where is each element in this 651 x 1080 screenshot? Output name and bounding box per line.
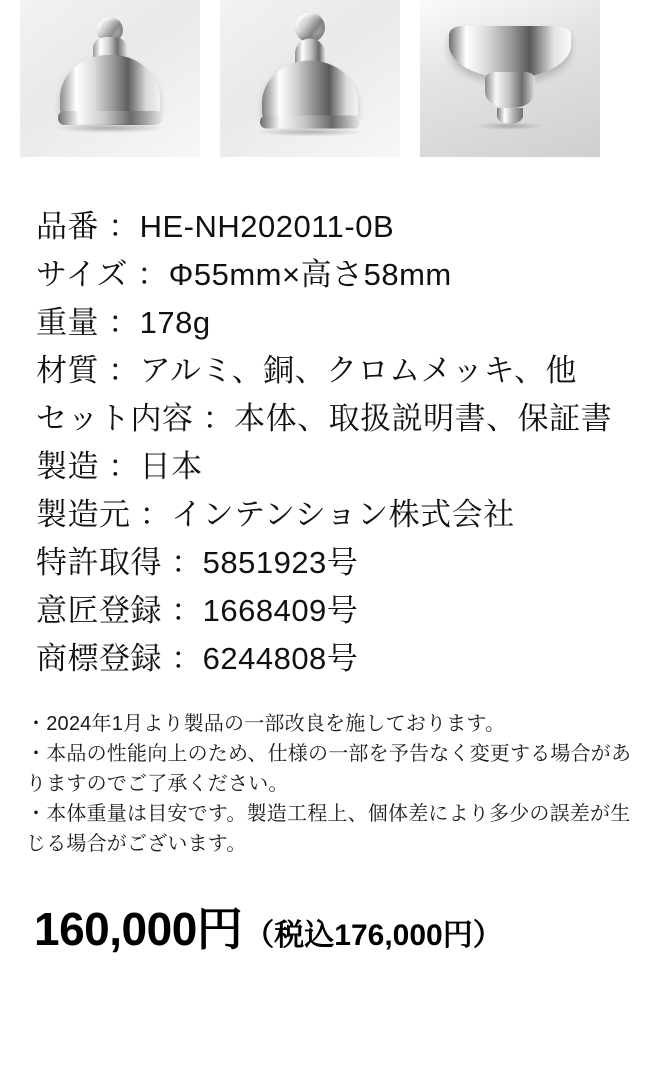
spec-item-patent: 特許取得 ：5851923号 <box>36 545 359 581</box>
spec-item-design-registration: 意匠登録 ：1668409号 <box>36 593 359 629</box>
product-image-2[interactable] <box>220 0 400 157</box>
spec-item-model: 品番 ：HE-NH202011-0B <box>36 209 395 244</box>
note-item-spec-change: ・本品の性能向上のため、仕様の一部を予告なく変更する場合がありますのでご了承ください。 <box>26 743 632 796</box>
spec-item-trademark-registration: 商標登録 ：6244808号 <box>36 641 359 677</box>
bell-shaped-metal-product-icon <box>50 15 170 135</box>
bell-shaped-metal-product-icon <box>250 12 370 137</box>
price-amount: 160,000円 <box>34 903 243 956</box>
price-tax-included: （税込176,000円） <box>244 919 503 953</box>
spec-item-size: サイズ ：Φ55mm×高さ58mm <box>36 257 452 293</box>
note-item-weight-tolerance: ・本体重量は目安です。製造工程上、個体差により多少の誤差が生じる場合がございます。 <box>26 803 631 856</box>
spec-item-manufacturing-country: 製造 ：日本 <box>36 449 203 485</box>
mushroom-shaped-metal-product-icon <box>445 20 575 130</box>
price-block <box>0 893 651 959</box>
product-image-gallery <box>0 0 651 157</box>
product-spec-list <box>0 203 651 683</box>
spec-item-weight: 重量 ：178g <box>36 305 211 341</box>
spec-item-manufacturer: 製造元 ：インテンション株式会社 <box>36 497 515 533</box>
product-image-1[interactable] <box>20 0 200 157</box>
note-item-improvement: ・2024年1月より製品の一部改良を施しております。 <box>26 713 506 736</box>
product-image-3[interactable] <box>420 0 600 157</box>
product-notes <box>0 709 651 859</box>
spec-item-set-contents: セット内容 ：本体、取扱説明書、保証書 <box>36 401 613 437</box>
spec-item-material: 材質 ：アルミ、銅、クロムメッキ、他 <box>36 353 577 389</box>
